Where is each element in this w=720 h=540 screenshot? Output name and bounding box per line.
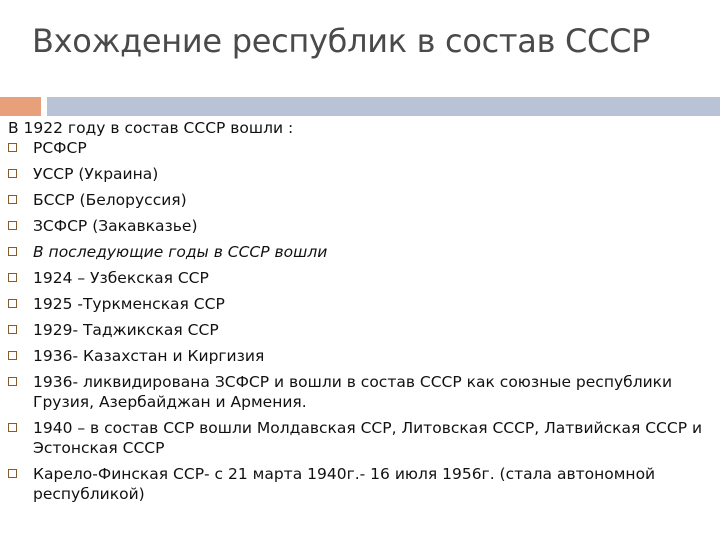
square-bullet-icon	[8, 299, 17, 308]
list-item	[8, 190, 716, 210]
square-bullet-icon	[8, 423, 17, 432]
square-bullet-icon	[8, 273, 17, 282]
accent-bar	[47, 97, 720, 116]
list-item-text: 1929- Таджикская ССР	[33, 321, 219, 339]
list-item-text: 1936- ликвидирована ЗСФСР и вошли в состав СССР как союзные республики Грузия, Азербайджан и Армения.	[33, 373, 673, 411]
list-item	[8, 320, 716, 340]
list-item	[8, 464, 716, 504]
list-item-text: 1940 – в состав ССР вошли Молдавская ССР, Литовская СССР, Латвийская СССР и Эстонская СССР	[33, 419, 703, 457]
slide-content	[8, 118, 716, 510]
list-item-text: В последующие годы в СССР вошли	[33, 243, 328, 261]
square-bullet-icon	[8, 325, 17, 334]
list-item-text: БССР (Белоруссия)	[33, 191, 187, 209]
list-item	[8, 216, 716, 236]
list-item-text: РСФСР	[33, 139, 87, 157]
square-bullet-icon	[8, 377, 17, 386]
list-item-text: Карело-Финская ССР- с 21 марта 1940г.- 16 июля 1956г. (стала автономной республикой)	[33, 465, 656, 503]
square-bullet-icon	[8, 169, 17, 178]
list-item-text: 1924 – Узбекская ССР	[33, 269, 209, 287]
intro-text: В 1922 году в состав СССР вошли :	[8, 119, 294, 137]
square-bullet-icon	[8, 195, 17, 204]
list-item-text: 1936- Казахстан и Киргизия	[33, 347, 265, 365]
square-bullet-icon	[8, 247, 17, 256]
list-item-text: ЗСФСР (Закавказье)	[33, 217, 198, 235]
bullet-list	[8, 138, 716, 504]
list-item	[8, 138, 716, 158]
list-item	[8, 164, 716, 184]
list-item-text: 1925 -Туркменская ССР	[33, 295, 225, 313]
list-item	[8, 268, 716, 288]
list-item	[8, 346, 716, 366]
list-item-text: УССР (Украина)	[33, 165, 159, 183]
list-item	[8, 372, 716, 412]
accent-square	[0, 97, 41, 116]
square-bullet-icon	[8, 143, 17, 152]
list-item	[8, 418, 716, 458]
slide-title: Вхождение республик в состав СССР	[32, 22, 651, 60]
square-bullet-icon	[8, 221, 17, 230]
square-bullet-icon	[8, 351, 17, 360]
square-bullet-icon	[8, 469, 17, 478]
list-item	[8, 294, 716, 314]
list-item-subheading	[8, 242, 716, 262]
